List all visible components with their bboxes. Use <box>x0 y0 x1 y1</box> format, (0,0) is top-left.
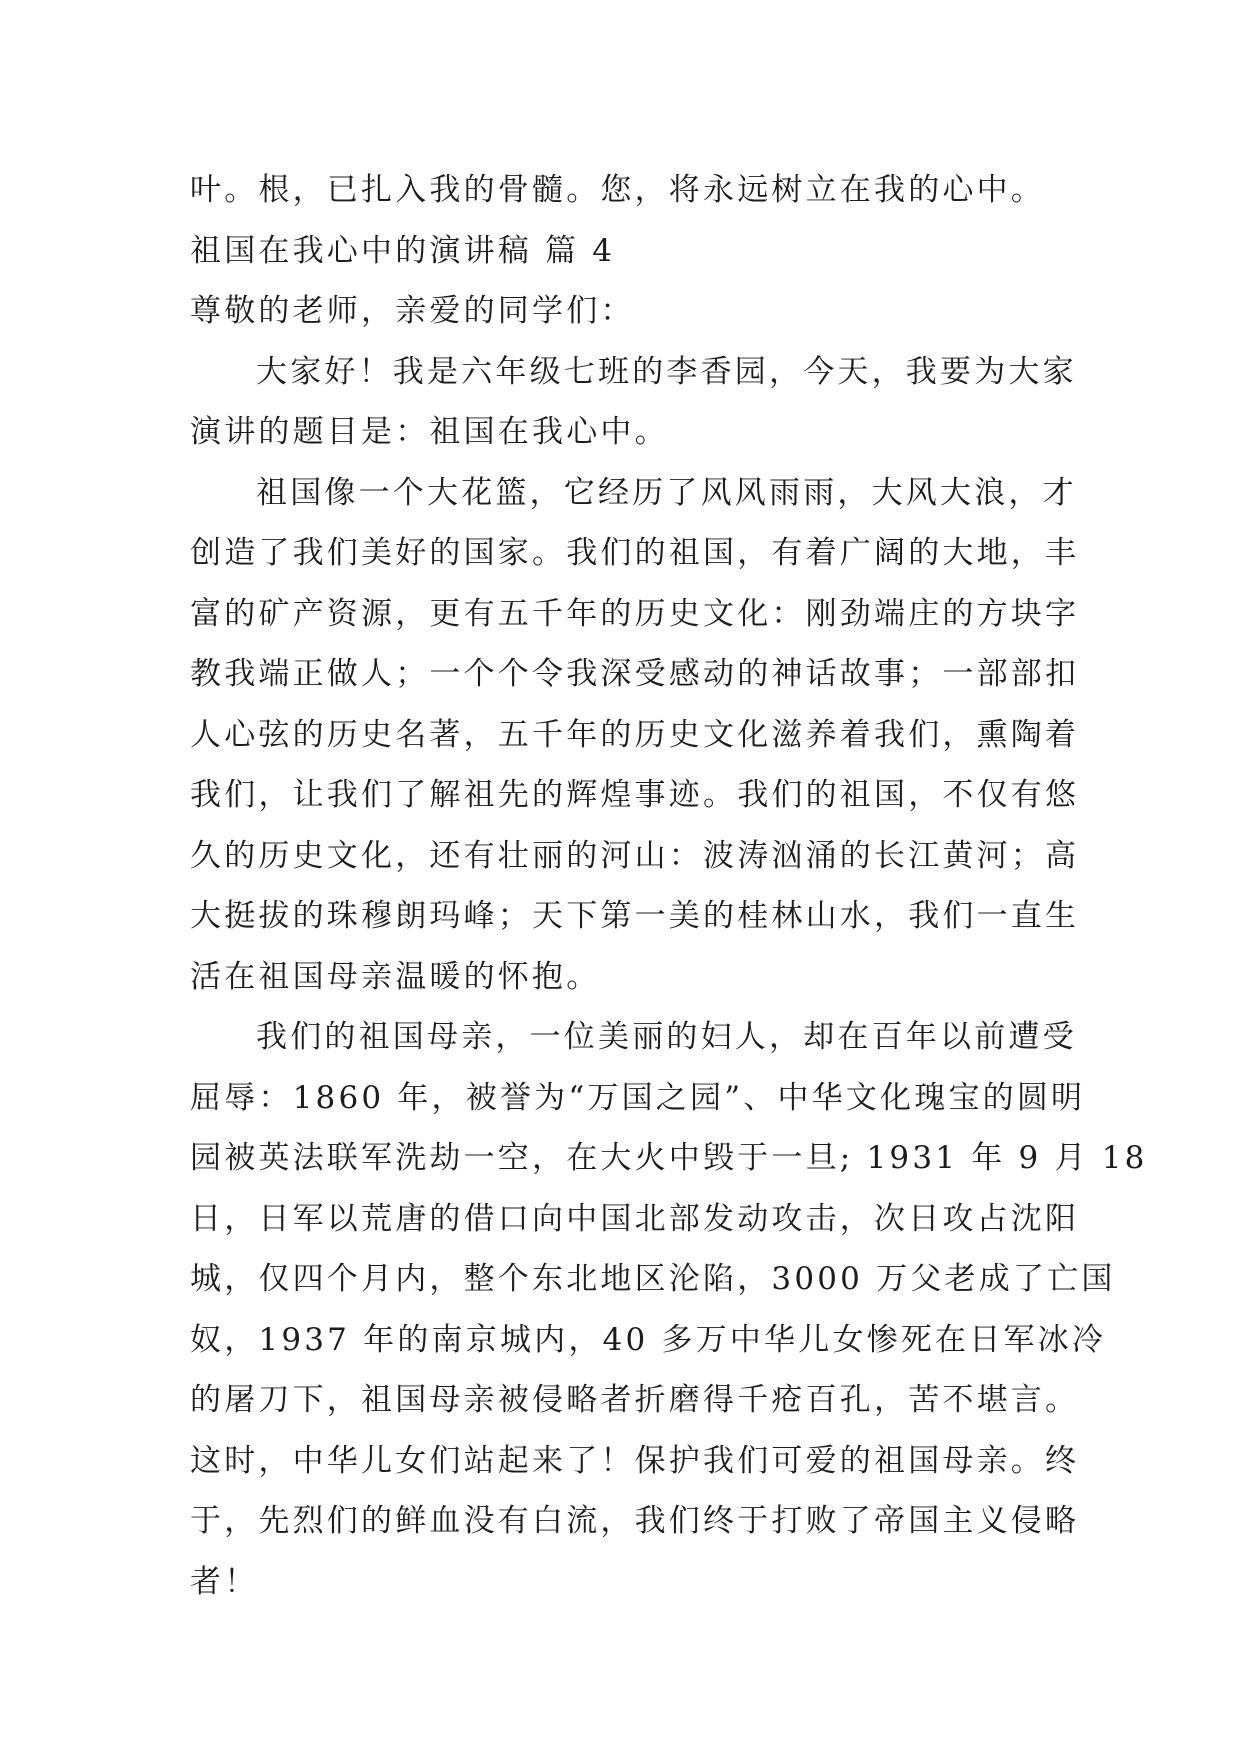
text-line: 活在祖国母亲温暖的怀抱。 <box>190 958 601 995</box>
text-line: 创造了我们美好的国家。我们的祖国，有着广阔的大地，丰 <box>190 535 1080 571</box>
text-line: 奴，1937 年的南京城内，40 多万中华儿女惨死在日军冰冷 <box>190 1321 1107 1358</box>
paragraph-start: 我们的祖国母亲，一位美丽的妇人，却在百年以前遭受 <box>256 1019 1077 1055</box>
text-line: 日，日军以荒唐的借口向中国北部发动攻击，次日攻占沈阳 <box>190 1200 1080 1237</box>
paragraph-start: 大家好！我是六年级七班的李香园，今天，我要为大家 <box>256 353 1077 390</box>
text-line: 于，先烈们的鲜血没有白流，我们终于打败了帝国主义侵略 <box>190 1503 1080 1539</box>
text-line: 者！ <box>190 1563 259 1600</box>
text-line: 大挺拔的珠穆朗玛峰；天下第一美的桂林山水，我们一直生 <box>190 898 1080 934</box>
text-line: 我们，让我们了解祖先的辉煌事迹。我们的祖国，不仅有悠 <box>190 777 1080 813</box>
text-line: 城，仅四个月内，整个东北地区沦陷，3000 万父老成了亡国 <box>190 1261 1116 1297</box>
text-line: 的屠刀下，祖国母亲被侵略者折磨得千疮百孔，苦不堪言。 <box>190 1382 1080 1418</box>
text-line: 人心弦的历史名著，五千年的历史文化滋养着我们，熏陶着 <box>190 716 1080 753</box>
text-line: 教我端正做人；一个个令我深受感动的神话故事；一部部扣 <box>190 656 1080 692</box>
text-line: 久的历史文化，还有壮丽的河山：波涛汹涌的长江黄河；高 <box>190 837 1080 874</box>
salutation: 尊敬的老师，亲爱的同学们： <box>190 293 635 329</box>
text-line: 这时，中华儿女们站起来了！保护我们可爱的祖国母亲。终 <box>190 1442 1080 1479</box>
text-line: 演讲的题目是：祖国在我心中。 <box>190 414 669 450</box>
text-line: 叶。根，已扎入我的骨髓。您，将永远树立在我的心中。 <box>190 172 1045 208</box>
section-heading: 祖国在我心中的演讲稿 篇 4 <box>190 232 616 269</box>
text-line: 富的矿产资源，更有五千年的历史文化：刚劲端庄的方块字 <box>190 595 1080 632</box>
text-line: 园被英法联军洗劫一空，在大火中毁于一旦; 1931 年 9 月 18 <box>190 1140 1148 1176</box>
document-body <box>190 160 1148 1612</box>
text-line: 屈辱：1860 年，被誉为“万国之园”、中华文化瑰宝的圆明 <box>190 1079 1086 1116</box>
paragraph-start: 祖国像一个大花篮，它经历了风风雨雨，大风大浪，才 <box>256 474 1077 511</box>
